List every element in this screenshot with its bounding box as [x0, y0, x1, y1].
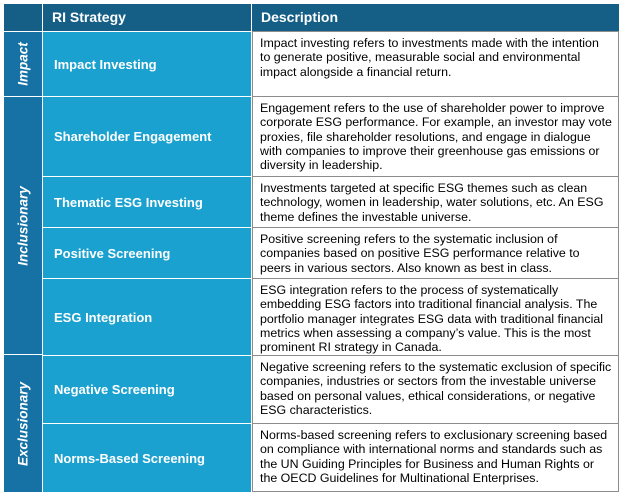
strategy-cell: ESG Integration: [43, 278, 251, 355]
description-cell: Negative screening refers to the systematic exclusion of specific companies, industries or sectors from the investable universe based on personal values, ethical considerations, or negative ESG characteristics.: [252, 355, 619, 423]
header-description: Description: [252, 4, 619, 31]
group-exclusionary: [4, 355, 42, 492]
strategy-cell: Impact Investing: [43, 31, 251, 96]
description-cell: Engagement refers to the use of shareholder power to improve corporate ESG performance. For example, an investor may vote proxies, file shareholder resolutions, and engage in dialogue with companies to improve their greenhouse gas emissions or diversity in leadership.: [252, 96, 619, 176]
group-label: Impact: [15, 42, 31, 86]
strategy-cell: Negative Screening: [43, 355, 251, 423]
strategy-cell: Norms-Based Screening: [43, 423, 251, 492]
group-impact: [4, 32, 42, 96]
description-cell: Impact investing refers to investments made with the intention to generate positive, measurable social and environmental impact alongside a financial return.: [252, 31, 619, 96]
header-corner: [4, 4, 42, 31]
header-strategy: RI Strategy: [43, 4, 251, 31]
description-cell: ESG integration refers to the process of systematically embedding ESG factors into traditional financial analysis. The portfolio manager integrates ESG data with traditional financial metrics when assessing a company’s value. This is the most prominent RI strategy in Canada.: [252, 278, 619, 355]
description-cell: Investments targeted at specific ESG themes such as clean technology, women in leadership, water solutions, etc. An ESG theme defines the investable universe.: [252, 176, 619, 227]
group-inclusionary: [4, 97, 42, 354]
ri-strategy-table: [4, 4, 619, 492]
strategy-cell: Positive Screening: [43, 227, 251, 278]
group-label: Inclusionary: [15, 185, 31, 266]
description-cell: Norms-based screening refers to exclusionary screening based on compliance with international norms and standards such as the UN Guiding Principles for Business and Human Rights or the OECD Guidelines for Multinational Enterprises.: [252, 423, 619, 492]
strategy-cell: Thematic ESG Investing: [43, 176, 251, 227]
description-cell: Positive screening refers to the systematic inclusion of companies based on positive ESG performance relative to peers in various sectors. Also known as best in class.: [252, 227, 619, 278]
group-label: Exclusionary: [15, 381, 31, 466]
strategy-cell: Shareholder Engagement: [43, 96, 251, 176]
